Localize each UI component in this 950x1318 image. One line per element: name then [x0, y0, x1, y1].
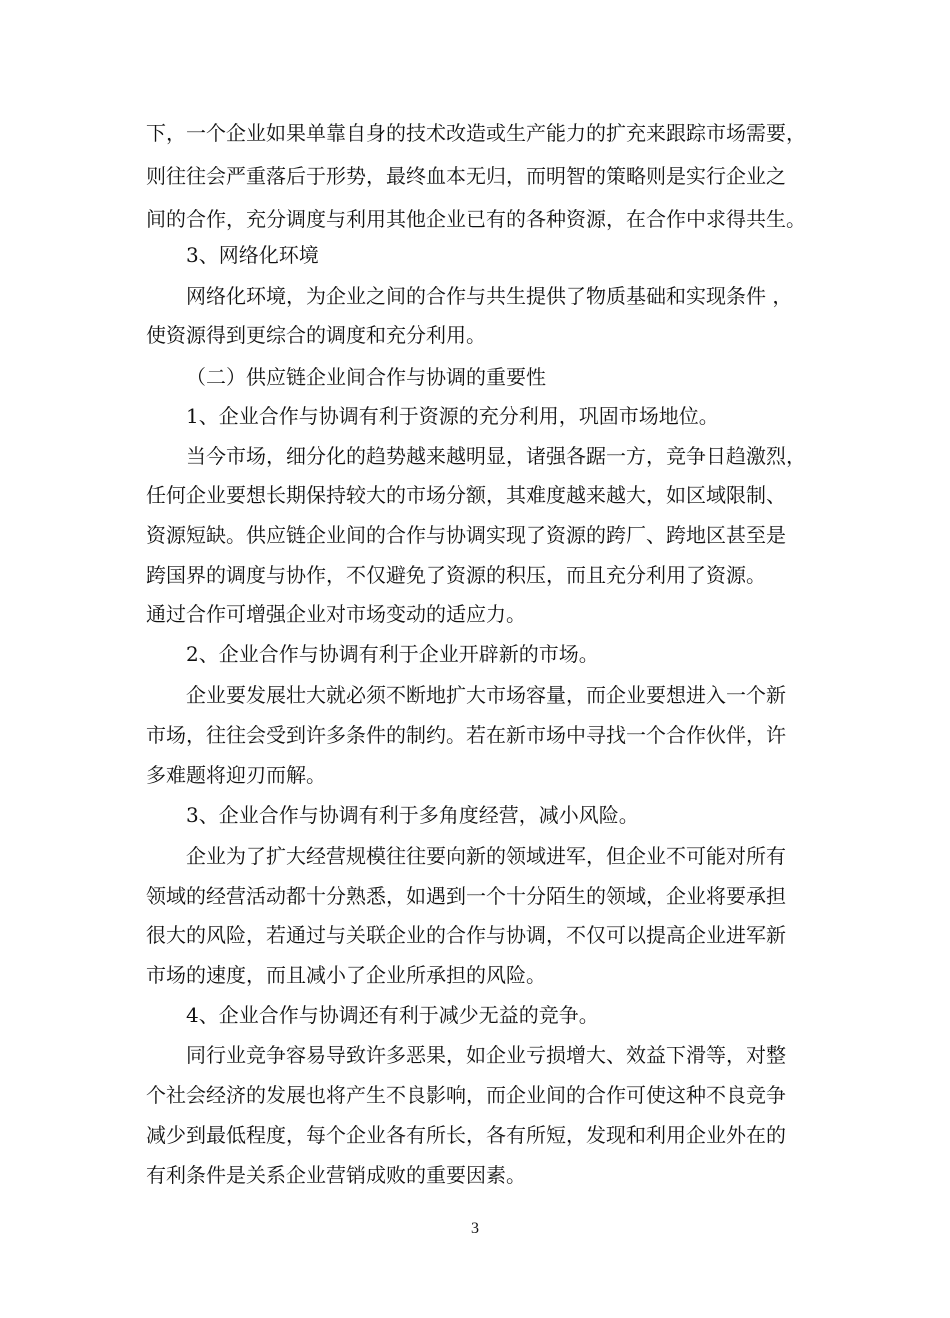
text-line: 使资源得到更综合的调度和充分利用。: [146, 323, 486, 347]
text-line: 通过合作可增强企业对市场变动的适应力。: [146, 602, 526, 626]
text-line: 很大的风险，若通过与关联企业的合作与协调，不仅可以提高企业进军新: [146, 923, 786, 947]
text-line: 企业为了扩大经营规模往往要向新的领域进军，但企业不可能对所有: [186, 844, 786, 868]
section-heading: 3、网络化环境: [186, 243, 319, 267]
text-line: 市场的速度，而且减小了企业所承担的风险。: [146, 963, 546, 987]
text-line: 跨国界的调度与协作，不仅避免了资源的积压，而且充分利用了资源。: [146, 563, 766, 587]
section-heading: 3、企业合作与协调有利于多角度经营，减小风险。: [186, 803, 639, 827]
text-line: 则往往会严重落后于形势，最终血本无归，而明智的策略则是实行企业之: [146, 164, 786, 188]
text-line: 多难题将迎刃而解。: [146, 763, 326, 787]
text-line: 领域的经营活动都十分熟悉，如遇到一个十分陌生的领域，企业将要承担: [146, 884, 786, 908]
page-number: 3: [471, 1220, 479, 1237]
text-line: 资源短缺。供应链企业间的合作与协调实现了资源的跨厂、跨地区甚至是: [146, 523, 786, 547]
text-line: 有利条件是关系企业营销成败的重要因素。: [146, 1163, 526, 1187]
text-line: 同行业竞争容易导致许多恶果，如企业亏损增大、效益下滑等，对整: [186, 1043, 786, 1067]
section-heading: 1、企业合作与协调有利于资源的充分利用，巩固市场地位。: [186, 404, 719, 428]
section-heading: （二）供应链企业间合作与协调的重要性: [186, 365, 546, 389]
text-line: 减少到最低程度，每个企业各有所长，各有所短，发现和利用企业外在的: [146, 1123, 786, 1147]
text-line: 企业要发展壮大就必须不断地扩大市场容量，而企业要想进入一个新: [186, 683, 786, 707]
section-heading: 4、企业合作与协调还有利于减少无益的竞争。: [186, 1003, 599, 1027]
section-heading: 2、企业合作与协调有利于企业开辟新的市场。: [186, 642, 599, 666]
text-line: 下，一个企业如果单靠自身的技术改造或生产能力的扩充来跟踪市场需要，: [146, 121, 806, 145]
text-line: 网络化环境，为企业之间的合作与共生提供了物质基础和实现条件 ，: [186, 284, 793, 308]
text-line: 间的合作，充分调度与利用其他企业已有的各种资源，在合作中求得共生。: [146, 207, 806, 231]
text-line: 市场，往往会受到许多条件的制约。若在新市场中寻找一个合作伙伴，许: [146, 723, 786, 747]
text-line: 个社会经济的发展也将产生不良影响，而企业间的合作可使这种不良竞争: [146, 1083, 786, 1107]
text-line: 当今市场，细分化的趋势越来越明显，诸强各踞一方，竞争日趋激烈，: [186, 444, 806, 468]
text-line: 任何企业要想长期保持较大的市场分额，其难度越来越大，如区域限制、: [146, 483, 786, 507]
